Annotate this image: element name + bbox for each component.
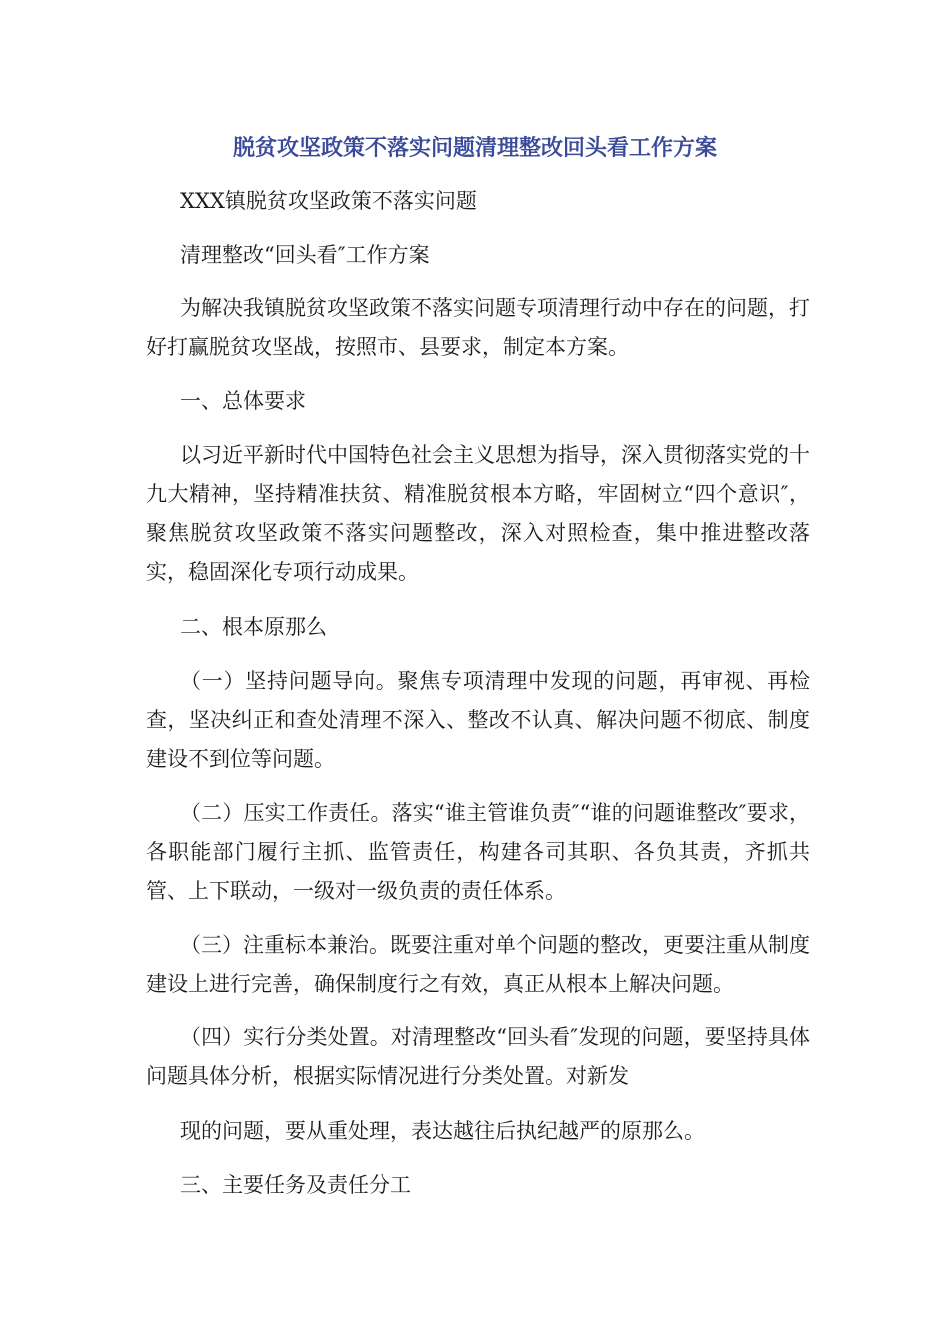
subtitle-line-2: 清理整改“回头看″工作方案 xyxy=(180,243,430,267)
subtitle-line-1: XXX镇脱贫攻坚政策不落实问题 xyxy=(180,189,477,213)
intro-paragraph: 为解决我镇脱贫攻坚政策不落实问题专项清理行动中存在的问题，打好打赢脱贫攻坚战，按照市、县要求，制定本方案。 xyxy=(146,296,810,359)
section-heading-2: 二、根本原那么 xyxy=(180,615,327,639)
document-title: 脱贫攻坚政策不落实问题清理整改回头看工作方案 xyxy=(232,136,717,161)
principle-1-paragraph: （一）坚持问题导向。聚焦专项清理中发现的问题，再审视、再检查，坚决纠正和查处清理不深入、整改不认真、解决问题不彻底、制度建设不到位等问题。 xyxy=(146,669,810,771)
section-heading-3: 三、主要任务及责任分工 xyxy=(180,1173,411,1197)
principle-3-paragraph: （三）注重标本兼治。既要注重对单个问题的整改，更要注重从制度建设上进行完善，确保制度行之有效，真正从根本上解决问题。 xyxy=(146,933,810,996)
general-requirements-paragraph: 以习近平新时代中国特色社会主义思想为指导，深入贯彻落实党的十九大精神，坚持精准扶贫、精准脱贫根本方略，牢固树立“四个意识″，聚焦脱贫攻坚政策不落实问题整改，深入对照检查，集中推进整改落实，稳固深化专项行动成果。 xyxy=(146,443,810,584)
principle-2-paragraph: （二）压实工作责任。落实“谁主管谁负责″“谁的问题谁整改″要求，各职能部门履行主抓、监管责任，构建各司其职、各负其责，齐抓共管、上下联动，一级对一级负责的责任体系。 xyxy=(146,801,810,903)
principle-4-paragraph: （四）实行分类处置。对清理整改“回头看″发现的问题，要坚持具体问题具体分析，根据实际情况进行分类处置。对新发 xyxy=(146,1025,810,1088)
principle-4-continuation: 现的问题，要从重处理，表达越往后执纪越严的原那么。 xyxy=(180,1119,705,1143)
section-heading-1: 一、总体要求 xyxy=(180,389,306,413)
